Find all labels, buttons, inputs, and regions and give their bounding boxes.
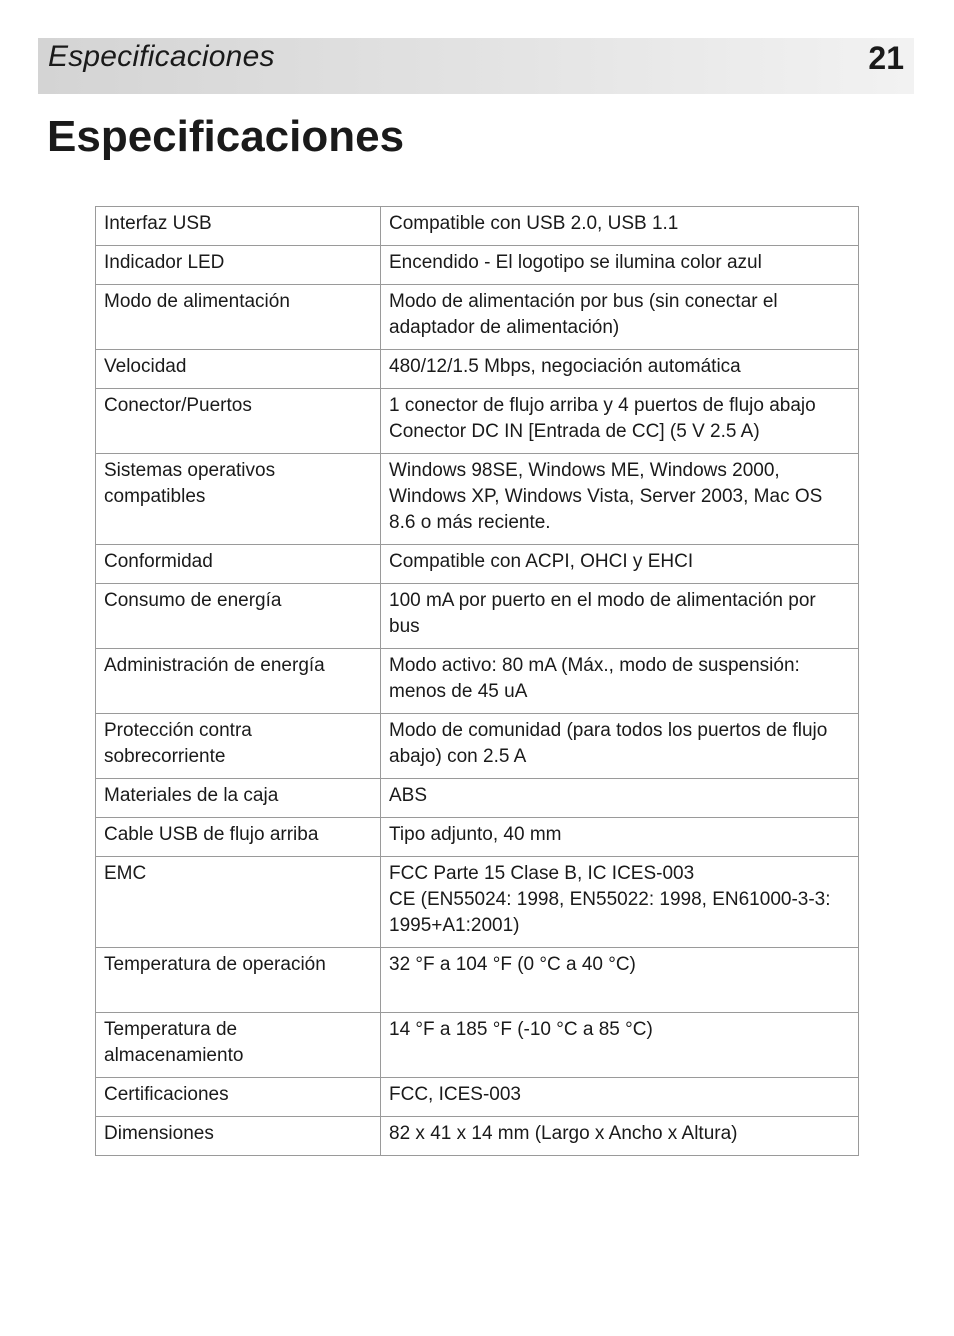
spec-value: Compatible con USB 2.0, USB 1.1: [381, 207, 859, 246]
spec-value: FCC Parte 15 Clase B, IC ICES-003 CE (EN55024: 1998, EN55022: 1998, EN61000-3-3: 1995+A1:2001): [381, 857, 859, 948]
spec-value: 82 x 41 x 14 mm (Largo x Ancho x Altura): [381, 1117, 859, 1156]
table-row: [96, 714, 859, 779]
table-row: [96, 818, 859, 857]
spec-label: Consumo de energía: [96, 584, 381, 649]
spec-value: ABS: [381, 779, 859, 818]
spec-label: Temperatura de almacenamiento: [96, 1013, 381, 1078]
page-title: Especificaciones: [47, 112, 405, 161]
table-row: [96, 207, 859, 246]
spec-label: Velocidad: [96, 350, 381, 389]
table-row: [96, 779, 859, 818]
spec-label: Protección contra sobrecorriente: [96, 714, 381, 779]
spec-label: Conformidad: [96, 545, 381, 584]
table-row: [96, 246, 859, 285]
spec-label: Indicador LED: [96, 246, 381, 285]
table-row: [96, 454, 859, 545]
specifications-table: [95, 206, 859, 1156]
spec-label: Temperatura de operación: [96, 948, 381, 1013]
spec-value: Modo de comunidad (para todos los puertos de flujo abajo) con 2.5 A: [381, 714, 859, 779]
spec-label: Conector/Puertos: [96, 389, 381, 454]
spec-value: 14 °F a 185 °F (-10 °C a 85 °C): [381, 1013, 859, 1078]
table-row: [96, 545, 859, 584]
table-row: [96, 1013, 859, 1078]
table-row: [96, 389, 859, 454]
spec-value: 480/12/1.5 Mbps, negociación automática: [381, 350, 859, 389]
spec-label: Administración de energía: [96, 649, 381, 714]
spec-value: FCC, ICES-003: [381, 1078, 859, 1117]
table-row: [96, 285, 859, 350]
spec-value: 1 conector de flujo arriba y 4 puertos de flujo abajo Conector DC IN [Entrada de CC] (5 V 2.5 A): [381, 389, 859, 454]
spec-value: Encendido - El logotipo se ilumina color azul: [381, 246, 859, 285]
spec-label: Modo de alimentación: [96, 285, 381, 350]
table-row: [96, 1078, 859, 1117]
spec-label: Materiales de la caja: [96, 779, 381, 818]
spec-label: EMC: [96, 857, 381, 948]
spec-value: Tipo adjunto, 40 mm: [381, 818, 859, 857]
header-section-title: Especificaciones: [48, 40, 275, 73]
table-row: [96, 350, 859, 389]
spec-value: Modo activo: 80 mA (Máx., modo de suspensión: menos de 45 uA: [381, 649, 859, 714]
spec-label: Cable USB de flujo arriba: [96, 818, 381, 857]
spec-value: 32 °F a 104 °F (0 °C a 40 °C): [381, 948, 859, 1013]
spec-label: Sistemas operativos compatibles: [96, 454, 381, 545]
spec-value: 100 mA por puerto en el modo de alimentación por bus: [381, 584, 859, 649]
table-row: [96, 649, 859, 714]
spec-value: Modo de alimentación por bus (sin conectar el adaptador de alimentación): [381, 285, 859, 350]
table-row: [96, 948, 859, 1013]
spec-label: Interfaz USB: [96, 207, 381, 246]
spec-value: Windows 98SE, Windows ME, Windows 2000, Windows XP, Windows Vista, Server 2003, Mac OS 8.6 o más reciente.: [381, 454, 859, 545]
page-number: 21: [868, 40, 904, 76]
table-row: [96, 1117, 859, 1156]
spec-label: Dimensiones: [96, 1117, 381, 1156]
spec-label: Certificaciones: [96, 1078, 381, 1117]
table-row: [96, 584, 859, 649]
spec-value: Compatible con ACPI, OHCI y EHCI: [381, 545, 859, 584]
table-row: [96, 857, 859, 948]
